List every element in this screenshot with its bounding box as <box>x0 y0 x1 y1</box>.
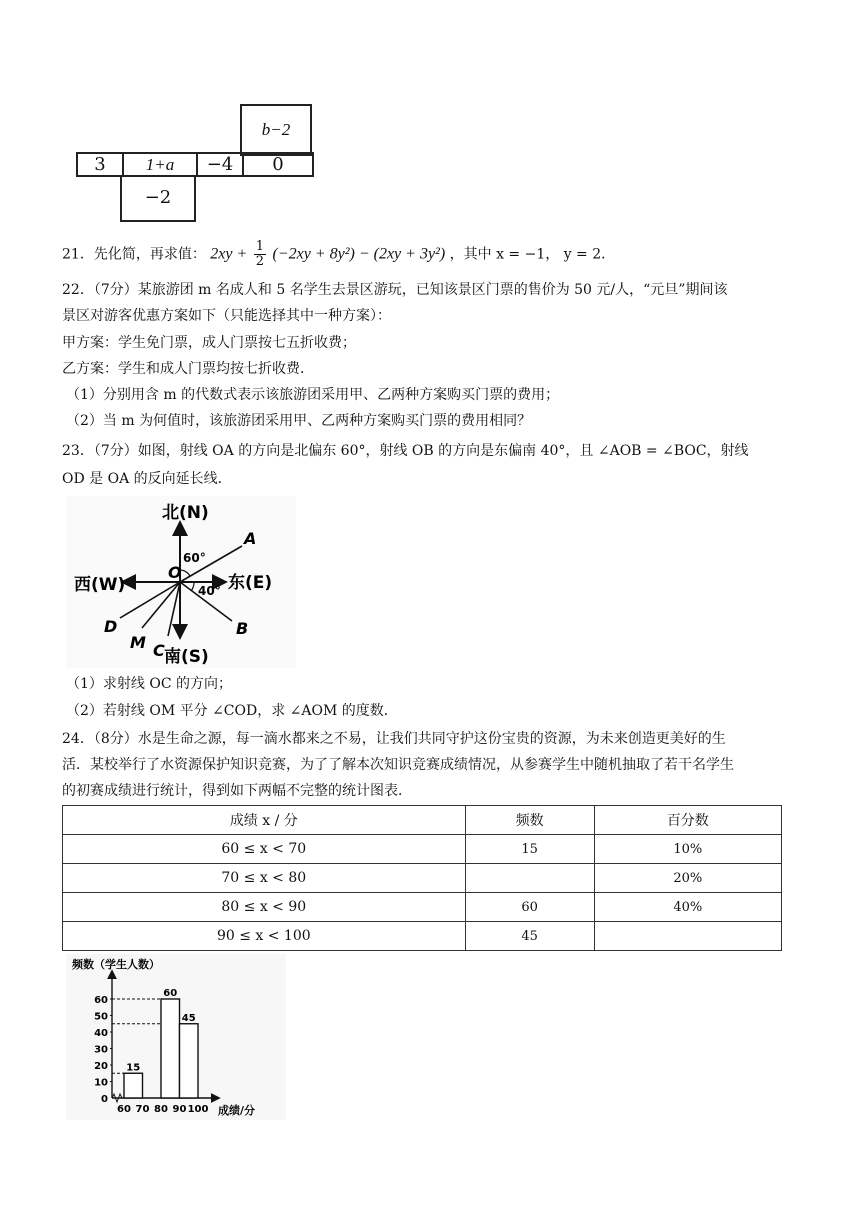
question-24-line1: 24．（8分）水是生命之源，每一滴水都来之不易，让我们共同守护这份宝贵的资源，为未来创造更美好的生 <box>62 731 726 747</box>
table-cell: 40% <box>594 893 781 922</box>
question-22-line2: 景区对游客优惠方案如下（只能选择其中一种方案）： <box>62 308 391 324</box>
y-tick-label: 50 <box>94 1011 108 1023</box>
net-row <box>76 152 314 177</box>
label-B: B <box>236 619 249 638</box>
plan-a: 甲方案：学生免门票，成人门票按七五折收费； <box>62 335 356 351</box>
table-cell <box>594 922 781 951</box>
histogram-bar <box>124 1073 143 1098</box>
table-row <box>63 864 782 893</box>
y-tick-label: 60 <box>94 995 108 1006</box>
y-tick-label: 30 <box>94 1044 108 1056</box>
table-cell: 60 ≤ x < 70 <box>63 835 466 864</box>
histogram-xlabel: 成绩/分 <box>218 1104 256 1117</box>
table-row <box>63 922 782 951</box>
question-24-line3: 的初赛成绩进行统计，得到如下两幅不完整的统计图表． <box>62 783 412 799</box>
histogram-ylabel: 频数（学生人数） <box>72 958 160 971</box>
label-north: 北(N) <box>162 503 209 523</box>
label-M: M <box>130 633 146 652</box>
x-tick-label: 90 <box>172 1104 187 1115</box>
table-cell: 15 <box>465 835 594 864</box>
table-cell: 60 <box>465 893 594 922</box>
label-A: A <box>244 529 257 548</box>
table-cell: 90 ≤ x < 100 <box>63 922 466 951</box>
table-cell: 45 <box>465 922 594 951</box>
x-tick-label: 80 <box>154 1104 168 1115</box>
label-east: 东(E) <box>228 573 273 593</box>
net-cell-bottom: −2 <box>120 176 196 222</box>
table-row <box>63 893 782 922</box>
label-O: O <box>168 563 182 582</box>
label-angle-40: 40° <box>198 584 221 598</box>
net-cell-top: b−2 <box>240 104 312 156</box>
score-table <box>62 805 782 951</box>
question-23-line2: OD 是 OA 的反向延长线． <box>62 471 232 487</box>
compass-diagram <box>66 496 296 668</box>
histogram-bar <box>180 1024 199 1098</box>
question-22-line1: 22．（7分）某旅游团 m 名成人和 5 名学生去景区游玩，已知该景区门票的售价为 50 元/人，“元旦”期间该 <box>62 282 728 298</box>
histogram-bar <box>161 999 180 1098</box>
label-D: D <box>104 617 118 636</box>
x-tick-label: 100 <box>187 1104 209 1115</box>
question-23-sub1: （1）求射线 OC 的方向； <box>66 676 232 692</box>
table-header: 频数 <box>465 806 594 835</box>
plan-b: 乙方案：学生和成人门票均按七折收费． <box>62 361 314 377</box>
label-south: 南(S) <box>164 647 209 667</box>
x-tick-label: 60 <box>117 1104 131 1115</box>
label-C: C <box>153 641 165 660</box>
table-row <box>63 835 782 864</box>
table-cell: 80 ≤ x < 90 <box>63 893 466 922</box>
fraction-half: $\frac{1}{2}$ <box>255 239 265 269</box>
question-22-sub1: （1）分别用含 m 的代数式表示该旅游团采用甲、乙两种方案购买门票的费用； <box>66 387 560 403</box>
net-cell: 1+a <box>123 153 197 176</box>
histogram <box>66 954 286 1120</box>
bar-data-label: 15 <box>126 1062 141 1074</box>
table-header: 成绩 x / 分 <box>63 806 466 835</box>
y-tick-label: 20 <box>94 1061 108 1072</box>
table-header-row <box>63 806 782 835</box>
net-cell: −4 <box>197 153 243 176</box>
net-cell: 0 <box>243 153 313 176</box>
question-22-sub2: （2）当 m 为何值时，该旅游团采用甲、乙两种方案购买门票的费用相同？ <box>66 413 532 429</box>
bar-data-label: 60 <box>163 988 178 999</box>
question-21: 21．先化简，再求值： 2xy + $\frac{1}{2}$ (−2xy + 8y²) − (2xy + 3y²) ，其中 x = −1， y = 2． <box>62 239 616 269</box>
y-tick-label: 0 <box>101 1094 108 1105</box>
table-cell: 20% <box>594 864 781 893</box>
net-cell: 3 <box>77 153 123 176</box>
label-west: 西(W) <box>74 575 126 595</box>
bar-data-label: 45 <box>181 1012 196 1024</box>
table-cell <box>465 864 594 893</box>
y-tick-label: 40 <box>94 1028 108 1039</box>
table-header: 百分数 <box>594 806 781 835</box>
question-23-line1: 23．（7分）如图，射线 OA 的方向是北偏东 60°，射线 OB 的方向是东偏南 40°，且 ∠AOB = ∠BOC，射线 <box>62 443 749 459</box>
table-cell: 70 ≤ x < 80 <box>63 864 466 893</box>
question-23-sub2: （2）若射线 OM 平分 ∠COD，求 ∠AOM 的度数． <box>66 703 398 719</box>
y-tick-label: 10 <box>94 1077 108 1089</box>
question-24-line2: 活．某校举行了水资源保护知识竞赛，为了了解本次知识竞赛成绩情况，从参赛学生中随机抽取了若干名学生 <box>62 757 734 773</box>
table-cell: 10% <box>594 835 781 864</box>
x-tick-label: 70 <box>135 1104 150 1115</box>
label-angle-60: 60° <box>183 551 206 565</box>
